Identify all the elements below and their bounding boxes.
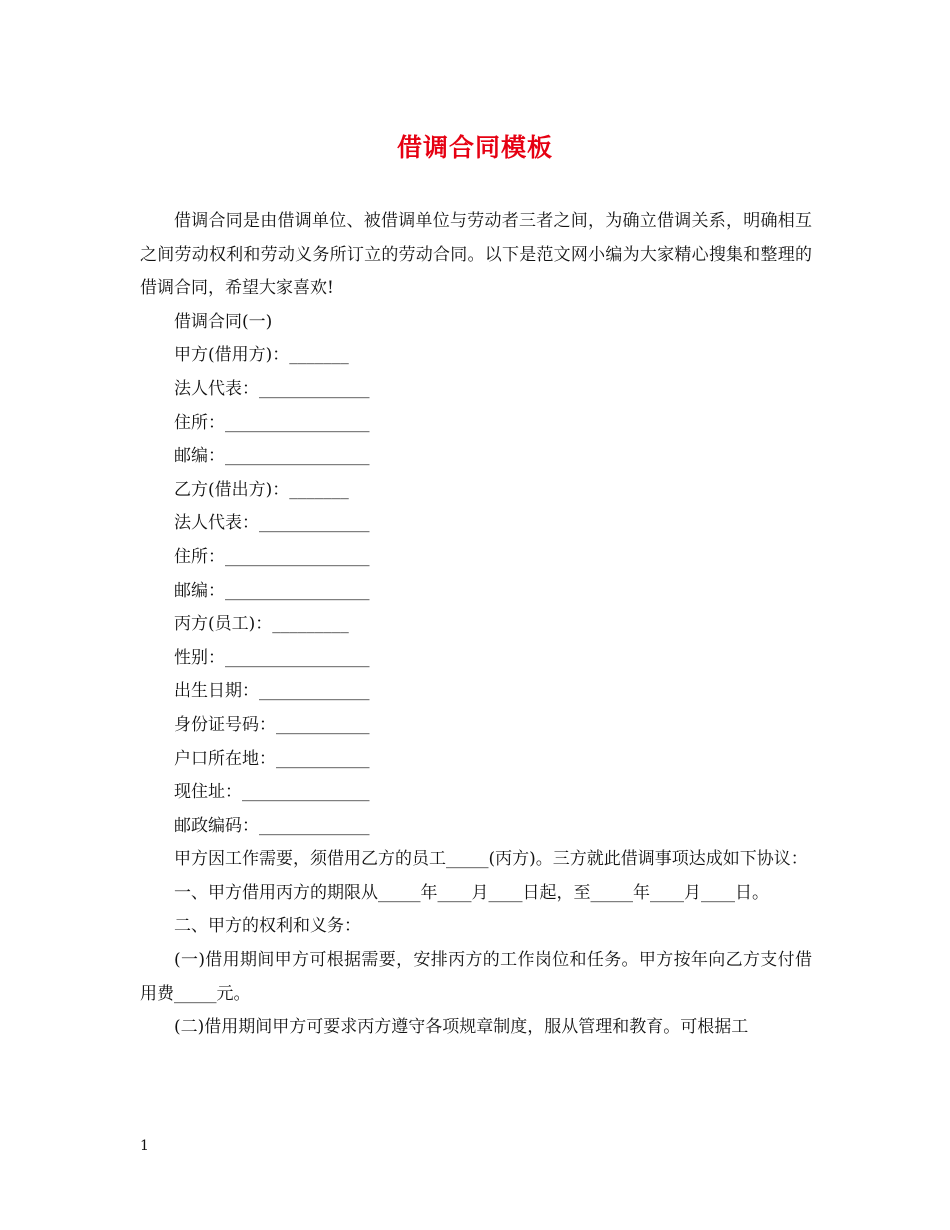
field-line: 身份证号码：___________ xyxy=(174,714,370,735)
field-line: 户口所在地：___________ xyxy=(174,748,370,769)
field-line: 性别：_________________ xyxy=(174,647,370,668)
clause-paragraph: 二、甲方的权利和义务： xyxy=(174,916,361,937)
document-body xyxy=(140,205,812,1045)
clause-paragraph: (一)借用期间甲方可根据需要，安排丙方的工作岗位和任务。甲方按年向乙方支付借用费_____元。 xyxy=(140,950,812,1004)
field-line: 邮编：_________________ xyxy=(174,446,370,467)
clause-paragraph: (二)借用期间甲方可要求丙方遵守各项规章制度，服从管理和教育。可根据工 xyxy=(174,1017,749,1038)
clause-paragraph: 一、甲方借用丙方的期限从_____年____月____日起，至_____年____月____日。 xyxy=(174,882,769,903)
field-line: 法人代表：_____________ xyxy=(174,513,370,534)
field-line: 出生日期：_____________ xyxy=(174,681,370,702)
document-title: 借调合同模板 xyxy=(396,133,553,162)
field-line: 邮政编码：_____________ xyxy=(174,815,370,836)
field-line: 法人代表：_____________ xyxy=(174,378,370,399)
clause-paragraph: 甲方因工作需要，须借用乙方的员工_____(丙方)。三方就此借调事项达成如下协议： xyxy=(174,849,808,870)
page-number: 1 xyxy=(140,1138,149,1154)
field-line: 现住址：_______________ xyxy=(174,782,370,803)
intro-paragraph: 借调合同是由借调单位、被借调单位与劳动者三者之间，为确立借调关系，明确相互之间劳动权利和劳动义务所订立的劳动合同。以下是范文网小编为大家精心搜集和整理的借调合同，希望大家喜欢! xyxy=(140,211,812,299)
field-line: 住所：_________________ xyxy=(174,412,370,433)
field-line: 丙方(员工)：_________ xyxy=(174,614,349,635)
field-line: 住所：_________________ xyxy=(174,546,370,567)
field-line: 乙方(借出方)：_______ xyxy=(174,479,349,500)
field-line: 邮编：_________________ xyxy=(174,580,370,601)
section-heading: 借调合同(一) xyxy=(174,311,273,332)
field-line: 甲方(借用方)：_______ xyxy=(174,345,349,366)
